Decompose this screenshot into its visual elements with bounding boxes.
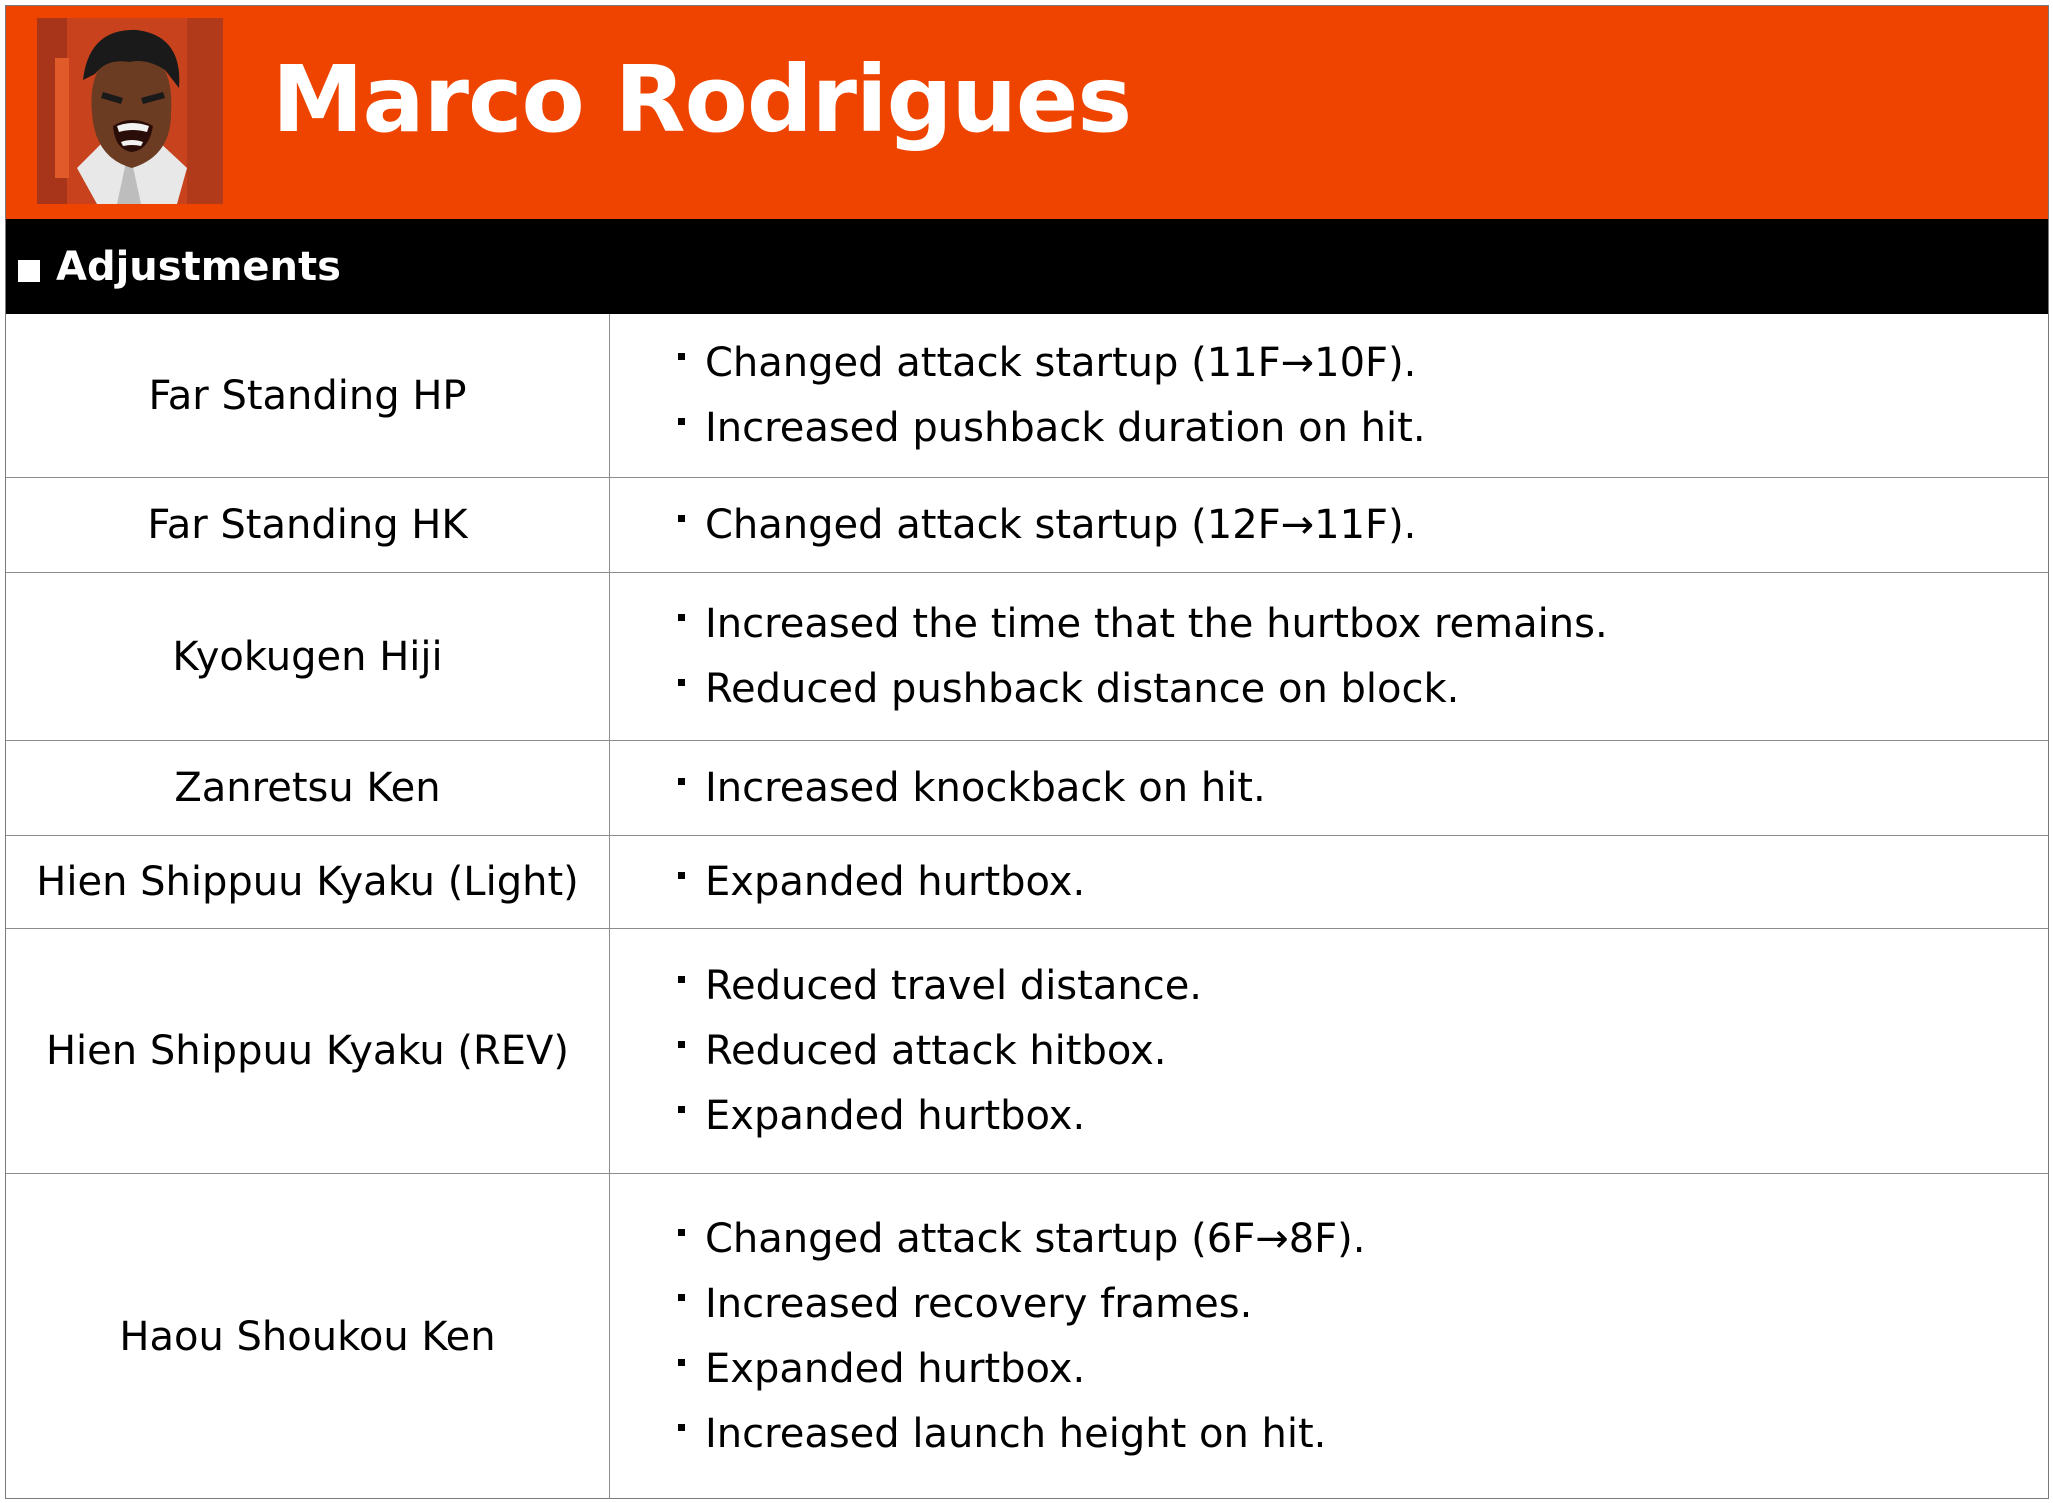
note-text: Reduced pushback distance on block. xyxy=(705,666,1460,712)
bullet-icon xyxy=(678,1229,685,1236)
move-name: Hien Shippuu Kyaku (REV) xyxy=(6,929,610,1173)
note-item xyxy=(678,592,2048,657)
bullet-icon xyxy=(678,1424,685,1431)
note-text: Increased launch height on hit. xyxy=(705,1411,1327,1457)
bullet-icon xyxy=(678,679,685,686)
note-item xyxy=(678,1402,2048,1467)
note-text: Expanded hurtbox. xyxy=(705,1346,1086,1392)
note-text: Increased pushback duration on hit. xyxy=(705,405,1426,451)
character-banner xyxy=(6,6,2048,219)
note-item xyxy=(678,1207,2048,1272)
note-item xyxy=(678,657,2048,722)
move-name: Far Standing HP xyxy=(6,314,610,477)
move-name: Hien Shippuu Kyaku (Light) xyxy=(6,836,610,928)
move-name: Kyokugen Hiji xyxy=(6,573,610,740)
move-notes xyxy=(610,478,2048,572)
note-item xyxy=(678,331,2048,396)
bullet-icon xyxy=(678,614,685,621)
note-text: Reduced travel distance. xyxy=(705,963,1203,1009)
note-item xyxy=(678,1084,2048,1149)
move-notes xyxy=(610,836,2048,928)
bullet-icon xyxy=(678,778,685,785)
note-item xyxy=(678,1272,2048,1337)
note-text: Expanded hurtbox. xyxy=(705,1093,1086,1139)
move-notes xyxy=(610,929,2048,1173)
note-item xyxy=(678,1019,2048,1084)
note-text: Changed attack startup (11F→10F). xyxy=(705,340,1417,386)
note-text: Increased knockback on hit. xyxy=(705,765,1266,811)
move-notes xyxy=(610,741,2048,835)
bullet-icon xyxy=(678,1359,685,1366)
table-row xyxy=(6,1174,2048,1499)
note-text: Increased recovery frames. xyxy=(705,1281,1253,1327)
character-portrait-icon xyxy=(37,18,223,204)
note-text: Reduced attack hitbox. xyxy=(705,1028,1167,1074)
note-item xyxy=(678,493,2048,558)
table-row xyxy=(6,478,2048,573)
table-row xyxy=(6,741,2048,836)
section-title: Adjustments xyxy=(56,243,341,290)
bullet-icon xyxy=(678,872,685,879)
note-item xyxy=(678,850,2048,915)
note-item xyxy=(678,954,2048,1019)
bullet-icon xyxy=(678,353,685,360)
bullet-icon xyxy=(678,976,685,983)
note-item xyxy=(678,1337,2048,1402)
bullet-icon xyxy=(678,515,685,522)
bullet-icon xyxy=(678,418,685,425)
move-notes xyxy=(610,573,2048,740)
note-text: Changed attack startup (6F→8F). xyxy=(705,1216,1366,1262)
note-text: Changed attack startup (12F→11F). xyxy=(705,502,1417,548)
note-item xyxy=(678,396,2048,461)
bullet-icon xyxy=(678,1294,685,1301)
table-row xyxy=(6,929,2048,1174)
note-text: Expanded hurtbox. xyxy=(705,859,1086,905)
note-item xyxy=(678,756,2048,821)
move-name: Haou Shoukou Ken xyxy=(6,1174,610,1499)
character-name: Marco Rodrigues xyxy=(272,46,1132,153)
table-row xyxy=(6,573,2048,741)
move-name: Far Standing HK xyxy=(6,478,610,572)
move-notes xyxy=(610,314,2048,477)
square-bullet-icon xyxy=(18,260,40,282)
move-name: Zanretsu Ken xyxy=(6,741,610,835)
bullet-icon xyxy=(678,1041,685,1048)
patch-notes-sheet xyxy=(5,5,2049,1499)
bullet-icon xyxy=(678,1106,685,1113)
table-row xyxy=(6,314,2048,478)
section-header xyxy=(6,219,2048,314)
adjustments-table xyxy=(6,314,2048,1499)
table-row xyxy=(6,836,2048,929)
move-notes xyxy=(610,1174,2048,1499)
note-text: Increased the time that the hurtbox remains. xyxy=(705,601,1608,647)
